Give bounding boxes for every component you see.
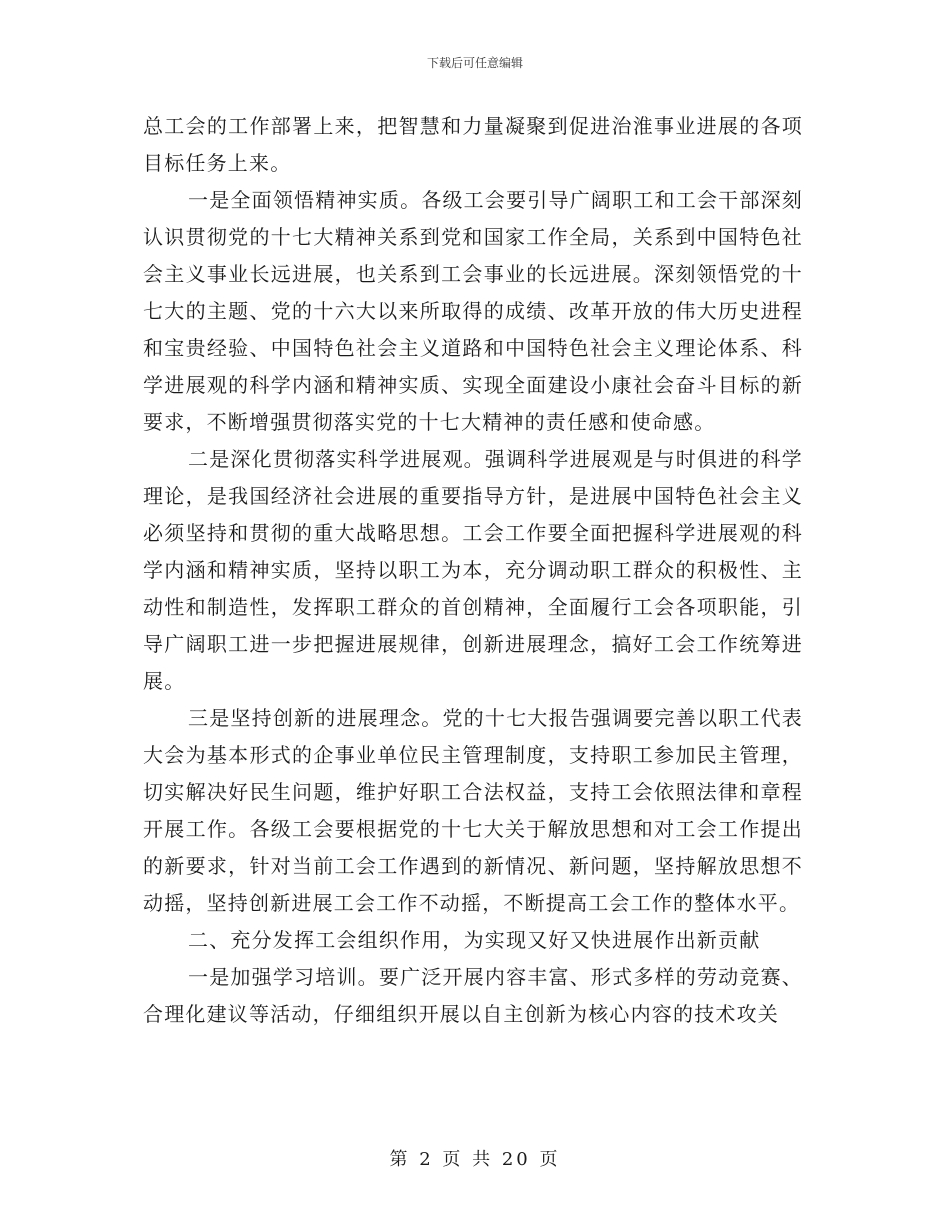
section-heading: 二、充分发挥工会组织作用，为实现又好又快进展作出新贡献 xyxy=(188,928,761,952)
page-number: 第 2 页 共 20 页 xyxy=(389,1149,561,1170)
document-body xyxy=(143,108,803,1033)
paragraph-4: 三是坚持创新的进展理念。党的十七大报告强调要完善以职工代表大会为基本形式的企事业单位民主管理制度，支持职工参加民主管理，切实解决好民生问题，维护好职工合法权益，支持工会依照法律和章程开展工作。各级工会要根据党的十七大关于解放思想和对工会工作提出的新要求，针对当前工会工作遇到的新情况、新问题，坚持解放思想不动摇，坚持创新进展工会工作不动摇，不断提高工会工作的整体水平。 xyxy=(143,706,803,915)
header-note: 下载后可任意编辑 xyxy=(426,56,523,70)
paragraph-3: 二是深化贯彻落实科学进展观。强调科学进展观是与时俱进的科学理论，是我国经济社会进展的重要指导方针，是进展中国特色社会主义必须坚持和贯彻的重大战略思想。工会工作要全面把握科学进展观的科学内涵和精神实质，坚持以职工为本，充分调动职工群众的积极性、主动性和制造性，发挥职工群众的首创精神，全面履行工会各项职能，引导广阔职工进一步把握进展规律，创新进展理念，搞好工会工作统筹进展。 xyxy=(143,447,803,693)
paragraph-2: 一是全面领悟精神实质。各级工会要引导广阔职工和工会干部深刻认识贯彻党的十七大精神关系到党和国家工作全局，关系到中国特色社会主义事业长远进展，也关系到工会事业的长远进展。深刻领悟党的十七大的主题、党的十六大以来所取得的成绩、改革开放的伟大历史进程和宝贵经验、中国特色社会主义道路和中国特色社会主义理论体系、科学进展观的科学内涵和精神实质、实现全面建设小康社会奋斗目标的新要求，不断增强贯彻落实党的十七大精神的责任感和使命感。 xyxy=(143,188,803,434)
paragraph-5: 一是加强学习培训。要广泛开展内容丰富、形式多样的劳动竞赛、合理化建议等活动，仔细组织开展以自主创新为核心内容的技术攻关 xyxy=(143,965,803,1026)
paragraph-1: 总工会的工作部署上来，把智慧和力量凝聚到促进治淮事业进展的各项目标任务上来。 xyxy=(143,114,803,175)
